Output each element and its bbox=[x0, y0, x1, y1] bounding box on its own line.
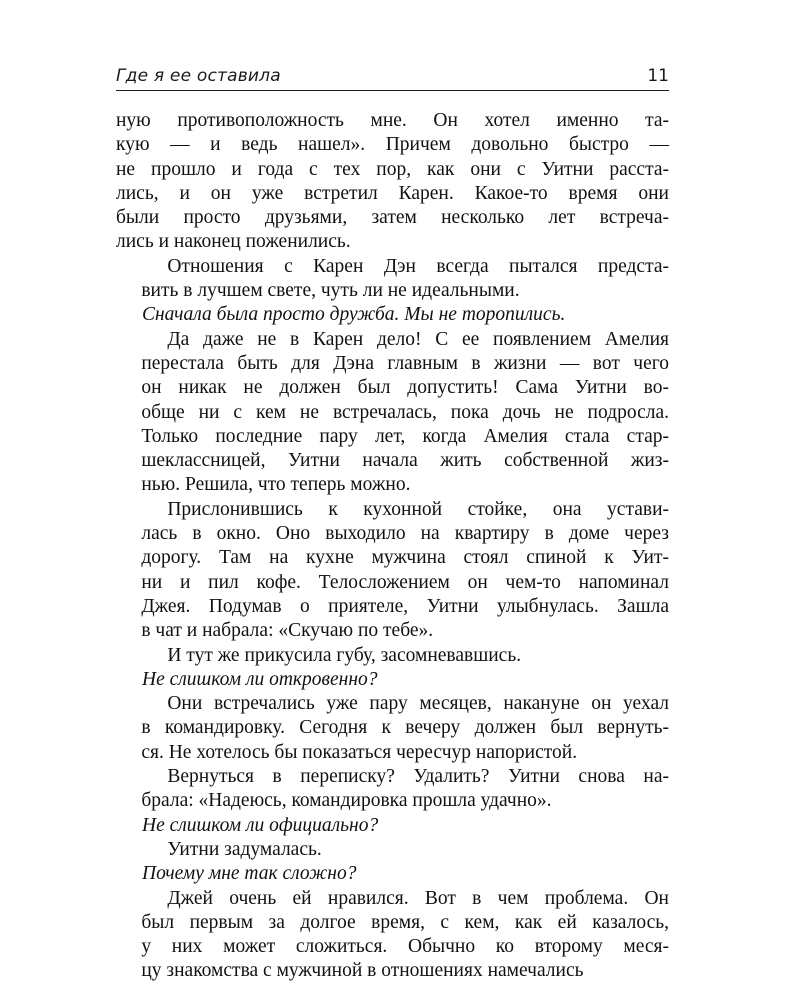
text-line: Вернуться в переписку? Удалить? Уитни снова на- bbox=[167, 766, 669, 788]
text-line: лась в окно. Оно выходило на квартиру в доме через bbox=[141, 523, 669, 545]
text-line: Они встречались уже пару месяцев, накануне он уехал bbox=[167, 693, 669, 715]
running-header bbox=[116, 64, 669, 91]
text-paragraph bbox=[116, 498, 669, 644]
italic-thought-paragraph bbox=[116, 814, 669, 838]
running-header-title: Где я ее оставила bbox=[116, 66, 281, 86]
text-line: обще ни с кем не встречалась, пока дочь не подросла. bbox=[141, 401, 669, 423]
text-line: был первым за долгое время, с кем, как ей казалось, bbox=[141, 911, 669, 933]
text-line: лись и наконец поженились. bbox=[116, 231, 351, 253]
text-paragraph bbox=[116, 255, 669, 304]
text-line: шеклассницей, Уитни начала жить собственной жиз- bbox=[141, 450, 669, 472]
text-line: И тут же прикусила губу, засомневавшись. bbox=[167, 644, 522, 666]
text-line: Джей очень ей нравился. Вот в чем проблема. Он bbox=[167, 887, 669, 909]
text-paragraph bbox=[116, 765, 669, 814]
text-line: кую — и ведь нашел». Причем довольно быстро — bbox=[116, 134, 669, 156]
text-line: дорогу. Там на кухне мужчина стоял спиной к Уит- bbox=[141, 547, 669, 569]
text-line: в командировку. Сегодня к вечеру должен был вернуть- bbox=[141, 717, 669, 739]
text-line: цу знакомства с мужчиной в отношениях намечались bbox=[141, 960, 584, 982]
text-line: Прислонившись к кухонной стойке, она устави- bbox=[167, 498, 669, 520]
text-line: Почему мне так сложно? bbox=[142, 863, 357, 885]
text-line: перестала быть для Дэна главным в жизни — вот чего bbox=[141, 352, 669, 374]
text-line: Джея. Подумав о приятеле, Уитни улыбнулась. Зашла bbox=[141, 595, 669, 617]
text-line: Отношения с Карен Дэн всегда пытался предста- bbox=[167, 255, 669, 277]
text-paragraph bbox=[116, 692, 669, 765]
text-line: ся. Не хотелось бы показаться чересчур напористой. bbox=[141, 741, 578, 763]
text-paragraph bbox=[116, 887, 669, 984]
text-line: не прошло и года с тех пор, как они с Уитни расста- bbox=[116, 158, 669, 180]
text-line: Только последние пару лет, когда Амелия стала стар- bbox=[141, 425, 669, 447]
text-line: в чат и набрала: «Скучаю по тебе». bbox=[141, 620, 434, 642]
text-line: нью. Решила, что теперь можно. bbox=[141, 474, 411, 496]
text-line: Уитни задумалась. bbox=[167, 838, 322, 860]
text-line: ную противоположность мне. Он хотел именно та- bbox=[116, 110, 669, 131]
text-line: у них может сложиться. Обычно ко второму меся- bbox=[141, 936, 669, 958]
page-number: 11 bbox=[647, 66, 669, 86]
text-line: лись, и он уже встретил Карен. Какое-то время они bbox=[116, 182, 669, 204]
text-paragraph bbox=[116, 328, 669, 498]
text-line: были просто друзьями, затем несколько лет встреча- bbox=[116, 207, 669, 229]
italic-thought-paragraph bbox=[116, 303, 669, 327]
text-line: Не слишком ли официально? bbox=[142, 814, 379, 836]
text-paragraph bbox=[116, 838, 669, 862]
text-line: Не слишком ли откровенно? bbox=[142, 668, 378, 690]
body-text bbox=[116, 109, 669, 984]
text-line: вить в лучшем свете, чуть ли не идеальными. bbox=[141, 280, 520, 302]
text-line: ни и пил кофе. Телосложением он чем-то напоминал bbox=[141, 571, 669, 593]
italic-thought-paragraph bbox=[116, 862, 669, 886]
text-line: брала: «Надеюсь, командировка прошла удачно». bbox=[141, 790, 552, 812]
text-line: Сначала была просто дружба. Мы не торопились. bbox=[142, 304, 566, 326]
text-paragraph bbox=[116, 109, 669, 255]
text-line: Да даже не в Карен дело! С ее появлением Амелия bbox=[167, 328, 669, 350]
text-paragraph bbox=[116, 644, 669, 668]
italic-thought-paragraph bbox=[116, 668, 669, 692]
text-line: он никак не должен был допустить! Сама Уитни во- bbox=[141, 377, 669, 399]
